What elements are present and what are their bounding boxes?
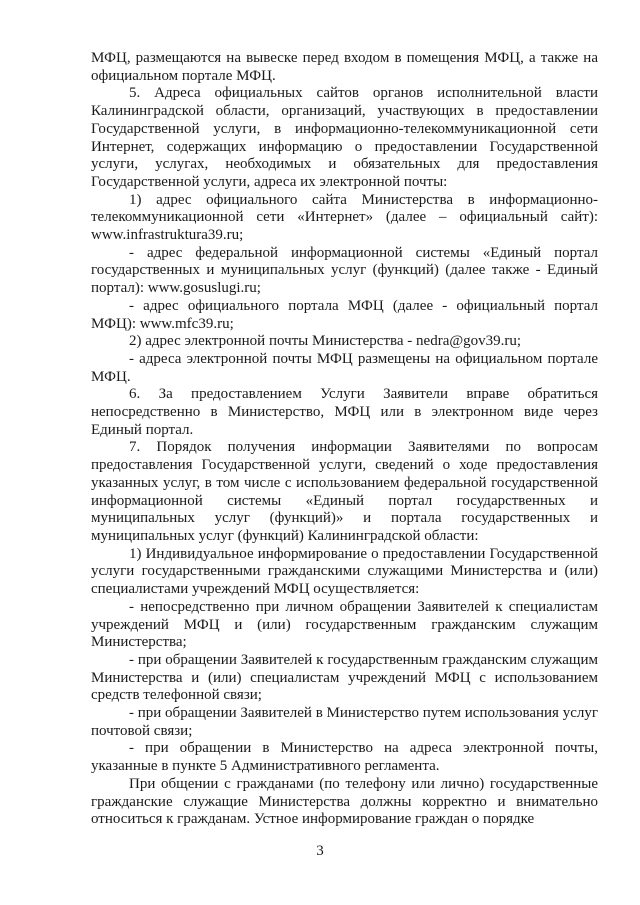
page-number: 3	[316, 843, 324, 859]
paragraph-mfc-portal: - адрес официального портала МФЦ (далее - официальный портал МФЦ): www.mfc39.ru;	[91, 297, 598, 332]
body-text	[91, 50, 598, 829]
paragraph-communication-rules: При общении с гражданами (по телефону или лично) государственные гражданские служащие Министерства должны корректно и внимательно относиться к гражданам. Устное информирование граждан о порядке	[91, 775, 598, 828]
paragraph-personal-visit: - непосредственно при личном обращении Заявителей к специалистам учреждений МФЦ и (или) государственным гражданским служащим Министерства;	[91, 598, 598, 651]
paragraph-email-request: - при обращении в Министерство на адреса электронной почты, указанные в пункте 5 Административного регламента.	[91, 740, 598, 775]
paragraph-item-7: 7. Порядок получения информации Заявителями по вопросам предоставления Государственной услуги, сведений о ходе предоставления указанных услуг, в том числе с использованием федеральной государственной информационной системы «Единый портал государственных и муниципальных услуг (функций)» и портала государственных и муниципальных услуг (функций) Калининградской области:	[91, 439, 598, 544]
paragraph-ministry-email: 2) адрес электронной почты Министерства - nedra@gov39.ru;	[129, 333, 522, 350]
paragraph-post: - при обращении Заявителей в Министерство путем использования услуг почтовой связи;	[91, 705, 598, 739]
paragraph-item-6: 6. За предоставлением Услуги Заявители вправе обратиться непосредственно в Министерство, МФЦ или в электронном виде через Единый портал.	[91, 386, 598, 438]
paragraph-unified-portal: - адрес федеральной информационной системы «Единый портал государственных и муниципальных услуг (функций) (далее также - Единый портал): www.gosuslugi.ru;	[91, 244, 598, 297]
paragraph-ministry-site: 1) адрес официального сайта Министерства в информационно-телекоммуникационной сети «Интернет» (далее – официальный сайт): www.infrastruktura39.ru;	[91, 191, 598, 244]
paragraph-individual-info: 1) Индивидуальное информирование о предоставлении Государственной услуги государственными гражданскими служащими Министерства и (или) специалистами учреждений МФЦ осуществляется:	[91, 545, 598, 598]
paragraph-phone: - при обращении Заявителей к государственным гражданским служащим Министерства и (или) специалистам учреждений МФЦ с использованием средств телефонной связи;	[91, 651, 598, 704]
paragraph-mfc-email: - адреса электронной почты МФЦ размещены на официальном портале МФЦ.	[91, 350, 598, 385]
paragraph-mfc-signage: МФЦ, размещаются на вывеске перед входом в помещения МФЦ, а также на официальном портале МФЦ.	[91, 50, 598, 84]
paragraph-item-5: 5. Адреса официальных сайтов органов исполнительной власти Калининградской области, организаций, участвующих в предоставлении Государственной услуги, в информационно-телекоммуникационной сети Интернет, содержащих информацию о предоставлении Государственной услуги, услугах, необходимых и обязательных для предоставления Государственной услуги, адреса их электронной почты:	[91, 85, 598, 190]
